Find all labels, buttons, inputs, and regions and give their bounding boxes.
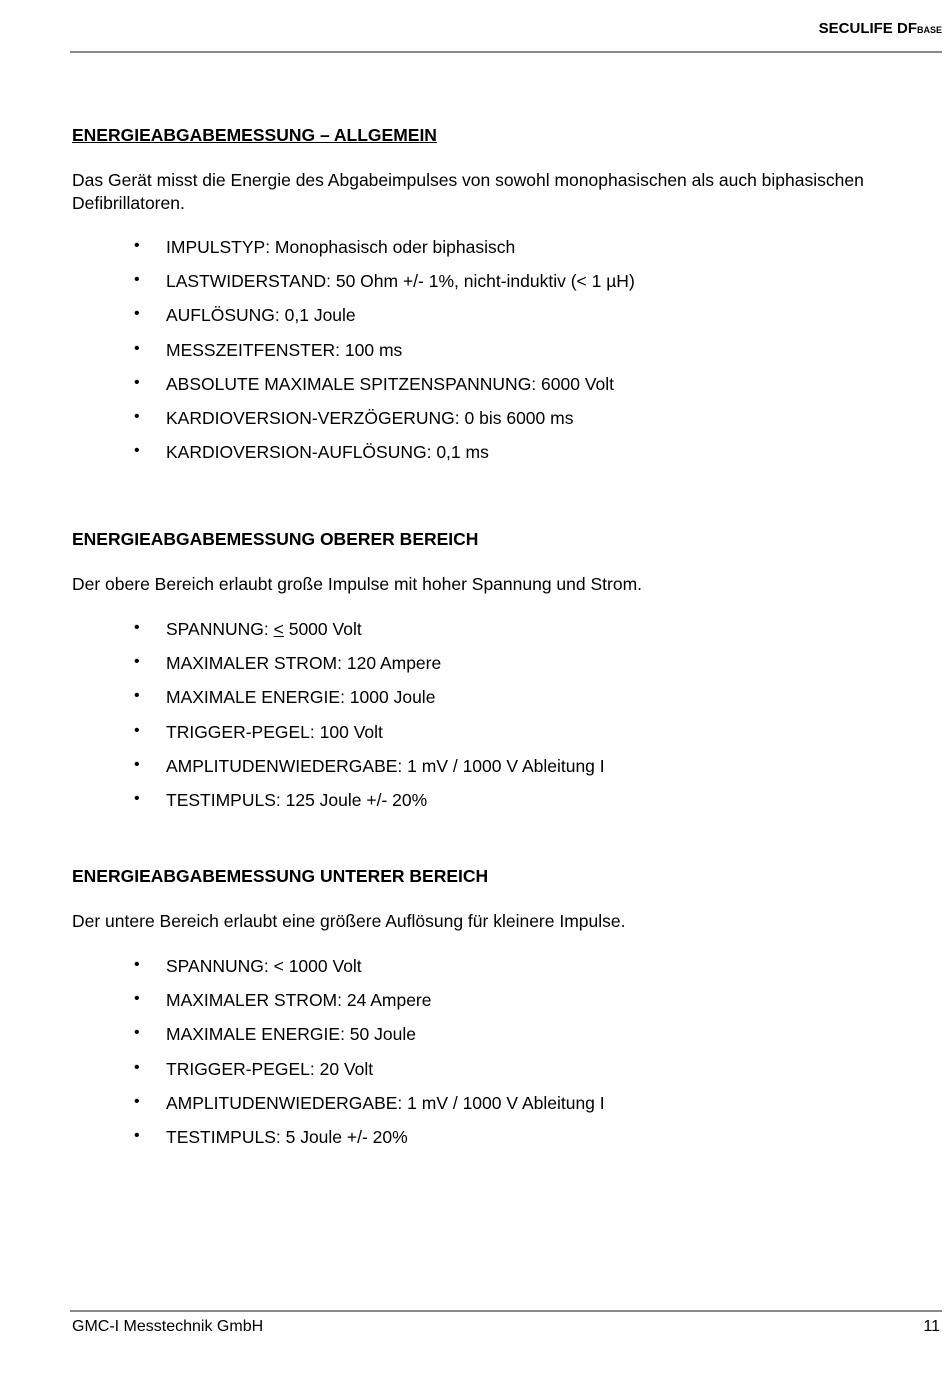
- section-heading-lower-range: ENERGIEABGABEMESSUNG UNTERER BEREICH: [72, 866, 489, 886]
- bullet-icon: •: [134, 1058, 140, 1076]
- bullet-icon: •: [134, 1092, 140, 1110]
- page-number: 11: [923, 1318, 940, 1335]
- section-intro-upper-range: Der obere Bereich erlaubt große Impulse mit hoher Spannung und Strom.: [72, 574, 643, 594]
- section-heading-upper-range: ENERGIEABGABEMESSUNG OBERER BEREICH: [72, 529, 479, 549]
- section-heading-general: ENERGIEABGABEMESSUNG – ALLGEMEIN: [72, 125, 437, 145]
- header-rule: [70, 51, 942, 53]
- footer-rule: [70, 1310, 942, 1312]
- bullet-icon: •: [134, 339, 140, 357]
- bullet-icon: •: [134, 721, 140, 739]
- bullet-icon: •: [134, 442, 140, 460]
- bullet-icon: •: [134, 373, 140, 391]
- bullet-icon: •: [134, 1126, 140, 1144]
- header-title-subscript: BASE: [916, 25, 942, 35]
- bullet-icon: •: [134, 687, 140, 705]
- bullet-icon: •: [134, 305, 140, 323]
- bullet-icon: •: [134, 1024, 140, 1042]
- bullet-icon: •: [134, 271, 140, 289]
- section-intro-general: Das Gerät misst die Energie des Abgabeimpulses von sowohl monophasischen als auch biphasischen Defibrillatoren.: [72, 170, 864, 213]
- header-title: SECULIFE DF: [818, 20, 917, 37]
- bullet-icon: •: [134, 789, 140, 807]
- bullet-icon: •: [134, 619, 140, 636]
- footer-company: GMC-I Messtechnik GmbH: [72, 1318, 264, 1335]
- bullet-icon: •: [134, 237, 140, 254]
- bullet-icon: •: [134, 956, 140, 973]
- bullet-icon: •: [134, 755, 140, 773]
- bullet-icon: •: [134, 407, 140, 425]
- less-equal-symbol: <: [273, 619, 284, 639]
- bullet-icon: •: [134, 990, 140, 1008]
- bullet-icon: •: [134, 653, 140, 671]
- section-intro-lower-range: Der untere Bereich erlaubt eine größere Auflösung für kleinere Impulse.: [72, 911, 626, 931]
- running-header: [819, 20, 942, 37]
- document-page: SECULIFE DFBASE ENERGIEABGABEMESSUNG – ALLGEMEIN Das Gerät misst die Energie des Abgabeimpulses von sowohl monophasischen als auch biphasischen Defibrillatoren. • IMPULSTYP: Monophasisch oder biphasisch • LASTWIDERSTAND: 50 Ohm +/- 1%, nicht-induktiv (< 1 µH) • AUFLÖSUNG: 0,1 Joule • MESSZEITFENSTER: 100 ms • ABSOLUTE MAXIMALE SPITZENSPANNUNG: 6000 Volt • KARDIOVERSION-VERZÖGERUNG: 0 bis 6000 ms • KARDIOVERSION-AUFLÖSUNG: 0,1 ms ENERGIEABGABEMESSUNG OBERER BEREICH Der obere Bereich erlaubt große Impulse mit hoher Spannung und Strom. • SPANNUNG: < 5000 Volt • MAXIMALER STROM: 120 Ampere • MAXIMALE ENERGIE: 1000 Joule • TRIGGER-PEGEL: 100 Volt • AMPLITUDENWIEDERGABE: 1 mV / 1000 V Ableitung I • TESTIMPULS: 125 Joule +/- 20% ENERGIEABGABEMESSUNG UNTERER BEREICH Der untere Bereich erlaubt eine größere Auflösung für kleinere Impulse. • SPANNUNG: < 1000 Volt • MAXIMALER STROM: 24 Ampere • MAXIMALE ENERGIE: 50 Joule • TRIGGER-PEGEL: 20 Volt • AMPLITUDENWIEDERGABE: 1 mV / 1000 V Ableitung I • TESTIMPULS: 5 Joule +/- 20% GMC-I Messtechnik GmbH 11: [72, 20, 942, 1335]
